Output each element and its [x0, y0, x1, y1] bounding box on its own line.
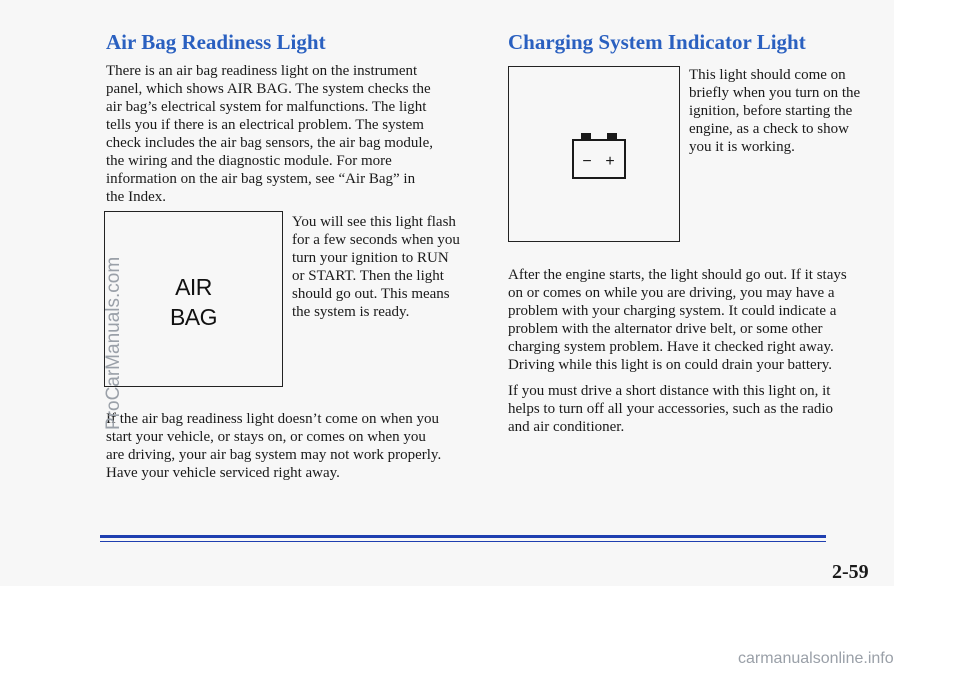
air-bag-heading: Air Bag Readiness Light	[106, 30, 326, 54]
text-line: information on the air bag system, see “Air Bag” in	[106, 171, 416, 187]
text-line: on or comes on while you are driving, you may have a	[508, 285, 835, 301]
text-line: Driving while this light is on could drain your battery.	[508, 357, 832, 373]
charging-check-paragraph	[689, 66, 860, 156]
battery-terminal-left	[581, 133, 591, 140]
side-watermark: ProCarManuals.com	[103, 256, 124, 430]
text-line: the wiring and the diagnostic module. For more	[106, 153, 392, 169]
text-line: There is an air bag readiness light on the instrument	[106, 63, 418, 79]
text-line: problem with your charging system. It could indicate a	[508, 303, 837, 319]
text-line: the system is ready.	[292, 304, 410, 320]
battery-body	[573, 140, 625, 178]
text-line: you it is working.	[689, 139, 795, 155]
text-line: Have your vehicle serviced right away.	[106, 465, 340, 481]
air-bag-flash-paragraph	[292, 213, 460, 321]
air-bag-indicator-illustration	[104, 211, 283, 387]
text-line: engine, as a check to show	[689, 121, 849, 137]
text-line: This light should come on	[689, 67, 846, 83]
air-bag-label-bag: BAG	[169, 304, 218, 330]
battery-icon	[571, 133, 627, 183]
text-line: air bag’s electrical system for malfunctions. The light	[106, 99, 427, 115]
page-number: 2-59	[832, 561, 869, 583]
text-line: are driving, your air bag system may not work properly.	[106, 447, 442, 463]
charging-system-heading: Charging System Indicator Light	[508, 30, 806, 54]
text-line: the Index.	[106, 189, 166, 205]
charging-indicator-illustration	[508, 66, 680, 242]
text-line: check includes the air bag sensors, the air bag module,	[106, 135, 433, 151]
text-line: panel, which shows AIR BAG. The system checks the	[106, 81, 431, 97]
text-line: ignition, before starting the	[689, 103, 853, 119]
text-line: and air conditioner.	[508, 419, 625, 435]
text-line: or START. Then the light	[292, 268, 444, 284]
text-line: should go out. This means	[292, 286, 450, 302]
text-line: charging system problem. Have it checked right away.	[508, 339, 834, 355]
footer-rule-thick	[100, 535, 826, 538]
text-line: After the engine starts, the light should go out. If it stays	[508, 267, 847, 283]
text-line: briefly when you turn on the	[689, 85, 861, 101]
air-bag-closing-paragraph	[106, 410, 441, 482]
text-line: turn your ignition to RUN	[292, 250, 449, 266]
charging-accessories-paragraph	[508, 382, 833, 436]
charging-warning-paragraph	[508, 266, 847, 374]
text-line: If you must drive a short distance with this light on, it	[508, 383, 831, 399]
text-line: problem with the alternator drive belt, or some other	[508, 321, 823, 337]
text-line: start your vehicle, or stays on, or comes on when you	[106, 429, 426, 445]
air-bag-label-air: AIR	[175, 274, 212, 300]
battery-plus-sign: +	[605, 153, 615, 170]
text-line: for a few seconds when you	[292, 232, 460, 248]
site-footer-watermark: carmanualsonline.info	[738, 650, 894, 667]
footer-rule-thin	[100, 541, 826, 542]
text-line: If the air bag readiness light doesn’t come on when you	[106, 411, 439, 427]
battery-minus-sign: −	[582, 153, 592, 170]
text-line: You will see this light flash	[292, 214, 456, 230]
battery-terminal-right	[607, 133, 617, 140]
air-bag-intro-paragraph	[106, 62, 433, 206]
text-line: tells you if there is an electrical problem. The system	[106, 117, 424, 133]
text-line: helps to turn off all your accessories, such as the radio	[508, 401, 834, 417]
